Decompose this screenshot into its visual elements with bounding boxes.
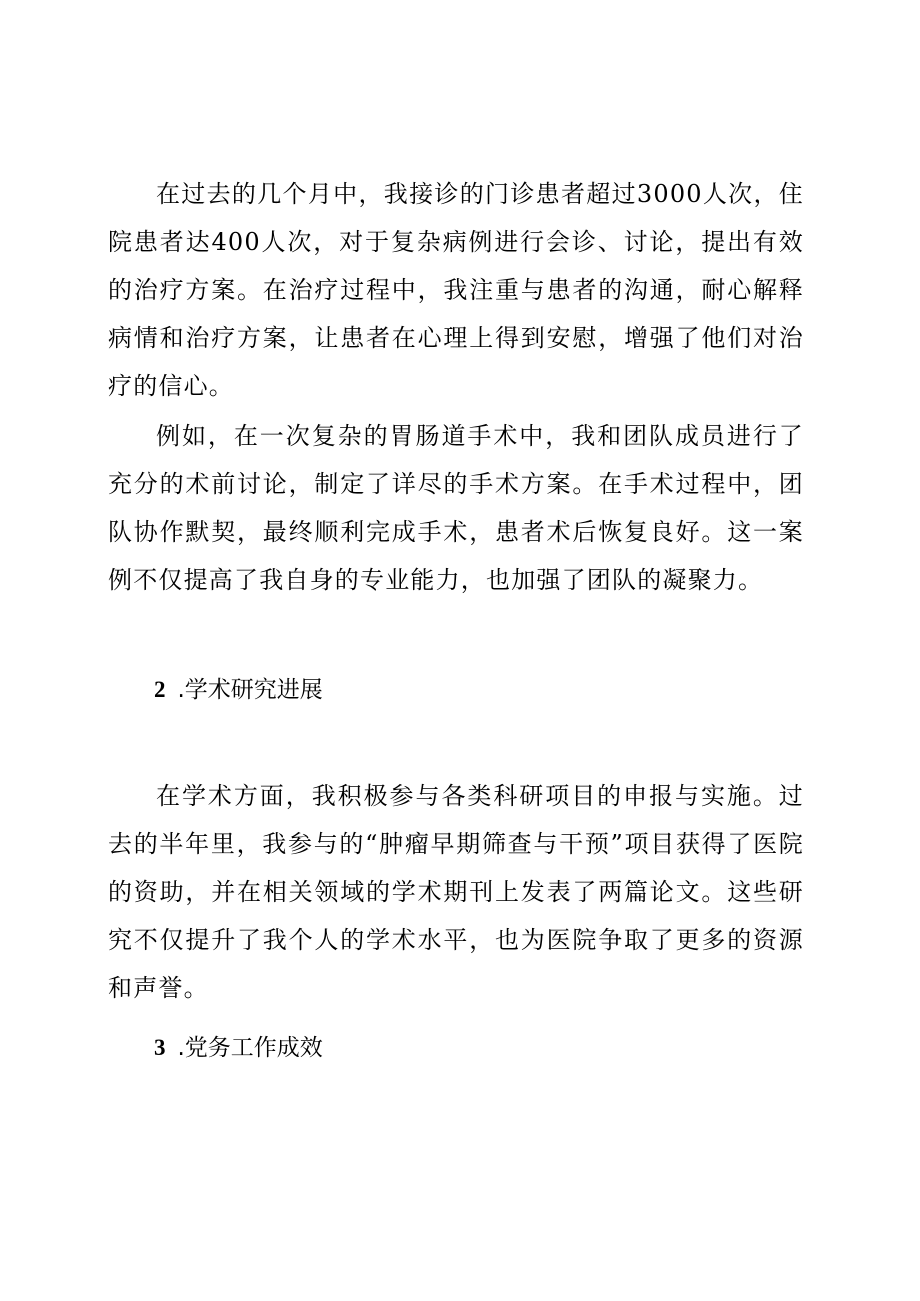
body-paragraph-academic: 在学术方面，我积极参与各类科研项目的申报与实施。过去的半年里，我参与的“肿瘤早期筛查与干预”项目获得了医院的资助，并在相关领域的学术期刊上发表了两篇论文。这些研究不仅提升了我个人的学术水平，也为医院争取了更多的资源和声誉。 (108, 782, 804, 1002)
body-paragraph-patient-care: 在过去的几个月中，我接诊的门诊患者超过3000人次，住院患者达400人次，对于复杂病例进行会诊、讨论，提出有效的治疗方案。在治疗过程中，我注重与患者的沟通，耐心解释病情和治疗方案，让患者在心理上得到安慰，增强了他们对治疗的信心。 (108, 180, 804, 400)
section-heading-academic-research (154, 675, 323, 705)
section-heading-party-work (154, 1033, 323, 1063)
section-number: 3 (154, 1035, 166, 1060)
section-title: .党务工作成效 (177, 1035, 323, 1061)
body-paragraph-surgery-case: 例如，在一次复杂的胃肠道手术中，我和团队成员进行了充分的术前讨论，制定了详尽的手术方案。在手术过程中，团队协作默契，最终顺利完成手术，患者术后恢复良好。这一案例不仅提高了我自身的专业能力，也加强了团队的凝聚力。 (108, 422, 804, 594)
section-title: .学术研究进展 (177, 677, 323, 703)
section-number: 2 (154, 677, 166, 702)
